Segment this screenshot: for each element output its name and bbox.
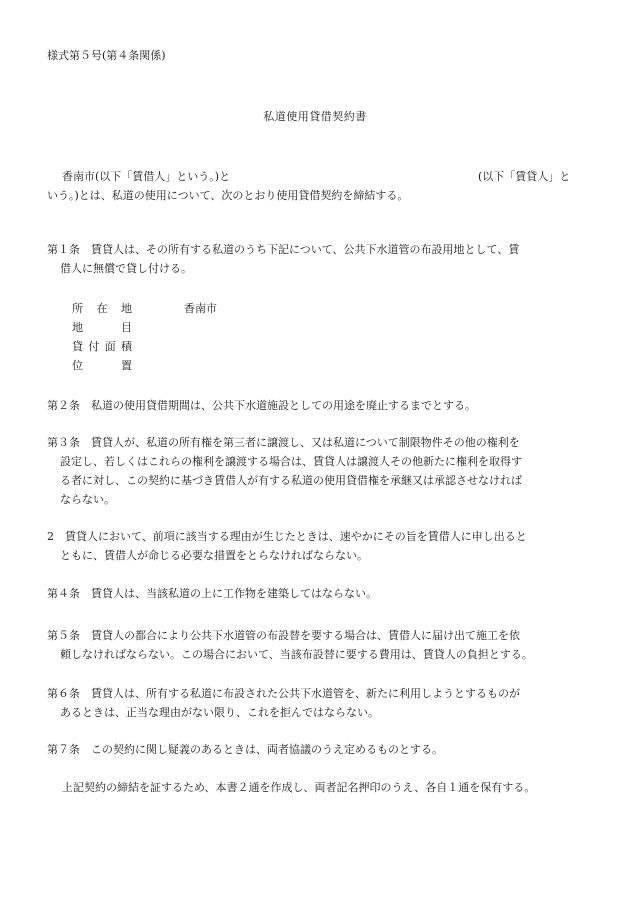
article-3-line-2: 設定し、若しくはこれらの権利を譲渡する場合は、賃貸人は譲渡人その他新たに権利を取得す <box>60 455 522 468</box>
closing-statement: 上記契約の締結を証するため、本書２通を作成し、両者記名押印のうえ、各自１通を保有する。 <box>62 781 536 794</box>
article-1-line-2: 借人に無償で貸し付ける。 <box>60 262 192 275</box>
article-6 <box>47 684 582 722</box>
article-3 <box>47 433 582 509</box>
item-row <box>72 356 372 375</box>
article-5 <box>47 626 582 664</box>
article-3-line-3: る者に対し、この契約に基づき賃借人が有する私道の使用貸借権を承継又は承認させなければ <box>60 474 522 487</box>
article-3-paragraph-2-line-2: ともに、賃借人が命じる必要な措置をとらなければならない。 <box>60 549 368 562</box>
item-label: 貸付面積 <box>72 340 132 353</box>
article-2: 第２条 私道の使用貸借期間は、公共下水道施設としての用途を廃止するまでとする。 <box>47 399 476 412</box>
article-6-line-2: あるときは、正当な理由がない限り、これを拒んではならない。 <box>60 706 379 719</box>
article-7: 第７条 この契約に関し疑義のあるときは、両者協議のうえ定めるものとする。 <box>47 743 443 756</box>
item-label: 位置 <box>72 359 132 372</box>
item-value: 香南市 <box>184 302 217 315</box>
article-3-paragraph-2-line-1: 2 賃貸人において、前項に該当する理由が生じたときは、速やかにその旨を賃借人に申し出ると <box>47 530 527 543</box>
article-5-line-2: 頼しなければならない。この場合において、当該布設替に要する費用は、賃貸人の負担とする。 <box>60 648 533 661</box>
article-4: 第４条 賃貸人は、当該私道の上に工作物を建築してはならない。 <box>47 587 377 600</box>
article-1-line-1: 第１条 賃貸人は、その所有する私道のうち下記について、公共下水道管の布設用地として、賃 <box>47 243 520 256</box>
item-row <box>72 337 372 356</box>
item-list <box>72 299 372 375</box>
article-3-line-1: 第３条 賃貸人が、私道の所有権を第三者に譲渡し、又は私道について制限物件その他の権利を <box>47 436 520 449</box>
intro-line-2: いう。)とは、私道の使用について、次のとおり使用貸借契約を締結する。 <box>47 189 409 202</box>
item-label: 所在地 <box>72 302 132 315</box>
article-6-line-1: 第６条 賃貸人は、所有する私道に布設された公共下水道管を、新たに利用しようとするものが <box>47 687 520 700</box>
item-row <box>72 318 372 337</box>
item-row <box>72 299 372 318</box>
item-label: 地目 <box>72 321 132 334</box>
intro-line-1-start: 香南市(以下「賃借人」という。)と <box>62 170 231 183</box>
article-1 <box>47 240 582 278</box>
form-number: 様式第５号(第４条関係) <box>47 49 166 62</box>
article-5-line-1: 第５条 賃貸人の都合により公共下水道管の布設替を要する場合は、賃借人に届け出て施工を依 <box>47 629 520 642</box>
article-3-paragraph-2 <box>47 527 582 565</box>
document-title: 私道使用貸借契約書 <box>263 110 367 123</box>
intro-line-1-end: (以下「賃貸人」と <box>478 170 571 183</box>
article-3-line-4: ならない。 <box>60 493 115 506</box>
